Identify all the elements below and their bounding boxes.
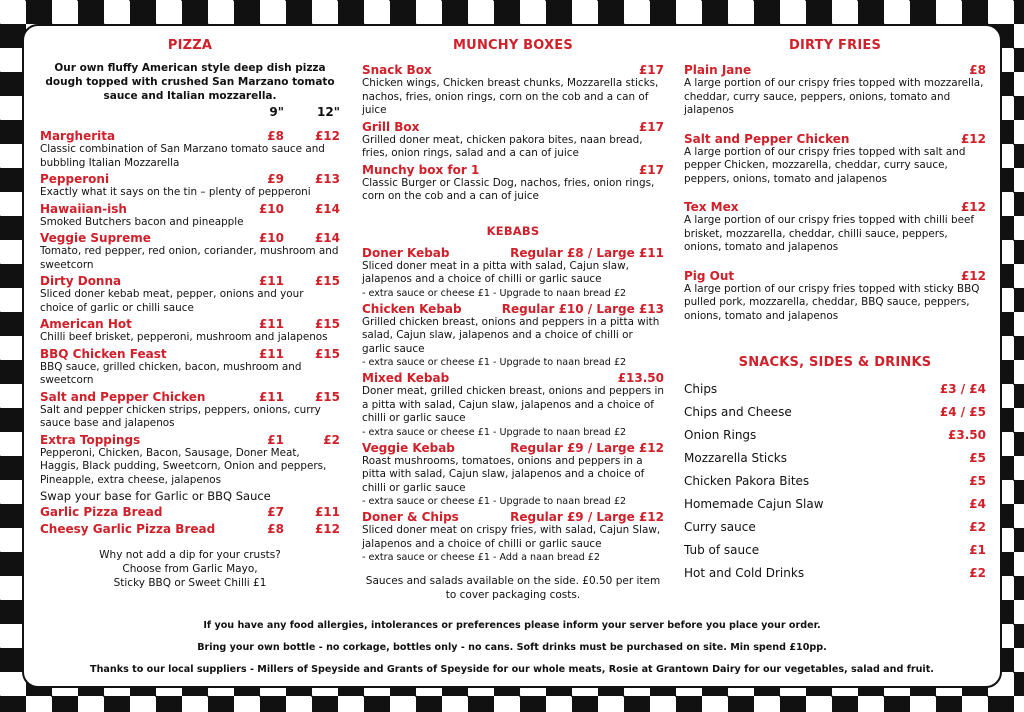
kebab-item-extras: - extra sauce or cheese £1 - Upgrade to naan bread £2 — [362, 287, 627, 299]
byob-note: Bring your own bottle - no corkage, bottles only - no cans. Soft drinks must be purchased on site. Min spend £10pp. — [197, 642, 827, 653]
kebab-item-name: Mixed Kebab — [362, 371, 450, 385]
fries-item-row — [684, 132, 986, 146]
munchy-item-row — [362, 120, 664, 134]
fries-item-name: Salt and Pepper Chicken — [684, 131, 850, 146]
pizza-item — [40, 274, 340, 315]
pizza-price-large: £14 — [314, 201, 340, 216]
pizza-item-prices — [228, 202, 340, 216]
bread-item-row — [40, 522, 340, 536]
kebab-item — [362, 441, 664, 509]
snack-item-row — [684, 474, 986, 488]
pizza-item-name: Hawaiian-ish — [40, 201, 127, 216]
pizza-item-desc: Chilli beef brisket, pepperoni, mushroom and jalapenos — [40, 331, 328, 343]
pizza-item-prices — [228, 317, 340, 331]
kebab-item — [362, 371, 664, 439]
bread-item-row — [40, 505, 340, 519]
kebab-item-name: Veggie Kebab — [362, 440, 455, 455]
pizza-item-desc: Salt and pepper chicken strips, peppers, onions, curry sauce base and jalapenos — [40, 403, 321, 429]
kebab-item-row — [362, 510, 664, 524]
pizza-item-name: Margherita — [40, 129, 116, 143]
pizza-item-prices — [228, 274, 340, 288]
munchy-item-price: £17 — [638, 162, 664, 177]
snacks-title: SNACKS, SIDES & DRINKS — [738, 355, 932, 370]
pizza-item-name: American Hot — [40, 317, 132, 331]
pizza-price-large: £14 — [314, 231, 340, 245]
munchy-item-name: Snack Box — [362, 63, 432, 77]
munchy-item-row — [362, 163, 664, 177]
pizza-price-small: £10 — [258, 201, 284, 216]
munchy-item — [362, 163, 664, 204]
snack-item-name: Chips and Cheese — [684, 405, 792, 419]
pizza-section — [40, 34, 340, 590]
pizza-item — [40, 129, 340, 170]
munchy-item — [362, 63, 664, 118]
munchy-item-name: Munchy box for 1 — [362, 162, 480, 177]
pizza-size-header — [40, 105, 340, 119]
kebab-item-price: £13.50 — [617, 371, 664, 385]
pizza-price-large: £12 — [314, 129, 340, 143]
fries-item-name: Plain Jane — [684, 63, 752, 77]
pizza-item-row — [40, 433, 340, 447]
pizza-item-name: BBQ Chicken Feast — [40, 346, 167, 361]
snack-item-name: Homemade Cajun Slaw — [684, 497, 824, 511]
pizza-price-small: £9 — [267, 172, 284, 186]
pizza-price-large: £15 — [314, 389, 340, 404]
kebab-item-extras: - extra sauce or cheese £1 - Upgrade to naan bread £2 — [362, 496, 627, 507]
fries-item-desc: A large portion of our crispy fries topped with sticky BBQ pulled pork, mozzarella, cheddar, BBQ sauce, peppers, onions, tomato and jalapenos — [684, 282, 980, 322]
snack-item-name: Chicken Pakora Bites — [684, 474, 810, 488]
fries-item-row — [684, 269, 986, 283]
pizza-swap-note: Swap your base for Garlic or BBQ Sauce — [40, 489, 271, 503]
pizza-item — [40, 172, 340, 200]
snack-item-row — [684, 543, 986, 557]
munchy-item-name: Grill Box — [362, 119, 420, 134]
pizza-item-row — [40, 202, 340, 216]
kebab-item-row — [362, 246, 664, 260]
munchy-item-price: £17 — [638, 63, 664, 77]
snack-item-price: £4 — [969, 497, 986, 511]
snack-item-name: Curry sauce — [684, 520, 756, 534]
pizza-item-name: Veggie Supreme — [40, 231, 151, 245]
pizza-item-row — [40, 347, 340, 361]
pizza-price-large: £15 — [314, 274, 340, 288]
snack-item-row — [684, 566, 986, 580]
fries-item-desc: A large portion of our crispy fries topped with mozzarella, cheddar, curry sauce, peppers, onions, tomato and jalapenos — [684, 77, 984, 116]
snack-item-price: £3 / £4 — [939, 382, 986, 396]
menu-panel — [22, 24, 1002, 688]
snack-item-price: £2 — [969, 566, 986, 580]
snack-item-row — [684, 497, 986, 511]
munchy-kebab-section — [362, 34, 664, 602]
pizza-item-prices — [228, 390, 340, 404]
munchy-item-desc: Grilled doner meat, chicken pakora bites, naan bread, fries, onion rings, salad and a can of juice — [362, 133, 643, 159]
snack-item-price: £4 / £5 — [939, 405, 986, 419]
pizza-item-desc: Exactly what it says on the tin – plenty of pepperoni — [40, 186, 311, 198]
pizza-price-large: £13 — [314, 172, 340, 186]
snack-item-price: £1 — [969, 543, 986, 557]
kebab-item-price: Regular £9 / Large £12 — [510, 440, 664, 455]
kebabs-title: KEBABS — [486, 223, 540, 238]
dip-note — [40, 548, 340, 590]
pizza-item-name: Dirty Donna — [40, 274, 122, 288]
pizza-price-large: £15 — [314, 346, 340, 361]
kebab-item-name: Doner Kebab — [362, 245, 450, 260]
bread-price-small: £7 — [267, 505, 284, 519]
pizza-item — [40, 317, 340, 345]
size-large-label: 12" — [317, 105, 340, 119]
kebab-item-price: Regular £8 / Large £11 — [510, 245, 664, 260]
fries-snacks-section — [684, 34, 986, 589]
pizza-intro: Our own fluffy American style deep dish pizza dough topped with crushed San Marzano tomato sauce and Italian mozzarella. — [45, 62, 335, 102]
bread-item-prices — [228, 505, 340, 519]
dip-note-line: Why not add a dip for your crusts? — [99, 549, 281, 561]
snack-item-name: Onion Rings — [684, 428, 757, 442]
pizza-item-row — [40, 231, 340, 245]
bread-price-large: £12 — [314, 522, 340, 536]
pizza-item-desc: Smoked Butchers bacon and pineapple — [40, 215, 244, 228]
kebab-item — [362, 302, 664, 370]
pizza-price-large: £2 — [323, 432, 340, 447]
snack-item-row — [684, 428, 986, 442]
pizza-price-small: £11 — [258, 274, 284, 288]
munchy-item-row — [362, 63, 664, 77]
kebab-item-extras: - extra sauce or cheese £1 - Upgrade to naan bread £2 — [362, 357, 627, 368]
pizza-item-name: Pepperoni — [40, 172, 110, 186]
bread-item-name: Cheesy Garlic Pizza Bread — [40, 522, 216, 536]
fries-item-desc: A large portion of our crispy fries topped with salt and pepper Chicken, mozzarella, cheddar, curry sauce, peppers, onions, tomato and jalapenos — [684, 145, 966, 185]
fries-item-row — [684, 200, 986, 214]
fries-item — [684, 63, 986, 118]
snack-item-price: £5 — [969, 451, 986, 465]
kebab-item-row — [362, 441, 664, 455]
bread-price-large: £11 — [314, 505, 340, 519]
snack-item-name: Hot and Cold Drinks — [684, 566, 805, 580]
pizza-item-prices — [228, 231, 340, 245]
snack-item-price: £2 — [969, 520, 986, 534]
fries-item-price: £12 — [960, 200, 986, 214]
snack-item-row — [684, 405, 986, 419]
fries-item — [684, 269, 986, 324]
pizza-item-row — [40, 274, 340, 288]
fries-item-price: £12 — [960, 131, 986, 146]
snack-item-price: £3.50 — [948, 428, 986, 442]
dip-note-line: Choose from Garlic Mayo, — [122, 563, 258, 575]
fries-item-price: £8 — [969, 63, 986, 77]
kebab-item-row — [362, 371, 664, 385]
pizza-item — [40, 231, 340, 272]
pizza-item-desc: BBQ sauce, grilled chicken, bacon, mushroom and sweetcorn — [40, 360, 302, 386]
pizza-item-desc: Classic combination of San Marzano tomato sauce and bubbling Italian Mozzarella — [40, 143, 325, 169]
pizza-item — [40, 202, 340, 230]
pizza-item-row — [40, 317, 340, 331]
snack-item-row — [684, 382, 986, 396]
pizza-price-small: £11 — [258, 346, 284, 361]
kebab-item-price: Regular £9 / Large £12 — [510, 510, 664, 524]
snack-item-name: Chips — [684, 382, 718, 396]
fries-item-name: Pig Out — [684, 268, 735, 283]
pizza-item — [40, 433, 340, 488]
kebab-item-extras: - extra sauce or cheese £1 - Add a naan bread £2 — [362, 552, 600, 563]
bread-price-small: £8 — [267, 522, 284, 536]
pizza-item-row — [40, 129, 340, 143]
pizza-item-desc: Tomato, red pepper, red onion, coriander, mushroom and sweetcorn — [40, 245, 339, 271]
kebab-item-desc: Sliced doner meat in a pitta with salad, Cajun slaw, jalapenos and a choice of chilli or garlic sauce — [362, 259, 629, 285]
pizza-item-row — [40, 390, 340, 404]
bread-item-prices — [228, 522, 340, 536]
pizza-item-desc: Sliced doner kebab meat, pepper, onions and your choice of garlic or chilli sauce — [40, 288, 304, 314]
munchy-item-price: £17 — [638, 119, 664, 134]
pizza-item-prices — [228, 433, 340, 447]
sauces-note: Sauces and salads available on the side. £0.50 per item to cover packaging costs. — [365, 575, 661, 601]
fries-item-price: £12 — [960, 268, 986, 283]
pizza-price-small: £10 — [258, 231, 284, 245]
pizza-item-name: Extra Toppings — [40, 432, 141, 447]
munchy-item-desc: Chicken wings, Chicken breast chunks, Mozzarella sticks, nachos, fries, onion rings, corn on the cob and a can of juice — [362, 77, 659, 116]
dip-note-line: Sticky BBQ or Sweet Chilli £1 — [113, 577, 267, 589]
fries-title: DIRTY FRIES — [788, 38, 882, 53]
fries-item-desc: A large portion of our crispy fries topped with chilli beef brisket, mozzarella, cheddar, chilli sauce, peppers, onions, tomato and jalapenos — [684, 214, 975, 253]
pizza-title: PIZZA — [167, 38, 213, 53]
kebab-item-desc: Grilled chicken breast, onions and peppers in a pitta with salad, Cajun slaw, jalapenos and a choice of chilli or garlic sauce — [362, 315, 660, 355]
kebab-item-row — [362, 302, 664, 316]
munchy-item-desc: Classic Burger or Classic Dog, nachos, fries, onion rings, corn on the cob and a can of juice — [362, 176, 655, 202]
pizza-item-name: Salt and Pepper Chicken — [40, 389, 206, 404]
pizza-price-small: £8 — [267, 129, 284, 143]
fries-item-name: Tex Mex — [684, 200, 739, 214]
pizza-item — [40, 390, 340, 431]
pizza-item-desc: Pepperoni, Chicken, Bacon, Sausage, Doner Meat, Haggis, Black pudding, Sweetcorn, Onion and peppers, Pineapple, extra cheese, jalapenos — [40, 446, 327, 486]
kebab-item-extras: - extra sauce or cheese £1 - Upgrade to naan bread £2 — [362, 426, 627, 438]
kebab-item-desc: Doner meat, grilled chicken breast, onions and peppers in a pitta with salad, Cajun slaw, jalapenos and a choice of chilli or garlic sauce — [362, 385, 664, 424]
fries-item — [684, 132, 986, 187]
snack-item-name: Tub of sauce — [684, 543, 760, 557]
bread-item-name: Garlic Pizza Bread — [40, 505, 163, 519]
pizza-price-small: £11 — [258, 317, 284, 331]
snack-item-row — [684, 520, 986, 534]
pizza-price-small: £1 — [267, 432, 284, 447]
pizza-price-small: £11 — [258, 389, 284, 404]
suppliers-note: Thanks to our local suppliers - Millers of Speyside and Grants of Speyside for our whole meats, Rosie at Grantown Dairy for our vegetables, salad and fruit. — [90, 664, 934, 675]
snack-item-price: £5 — [969, 474, 986, 488]
kebab-item — [362, 246, 664, 300]
pizza-item — [40, 347, 340, 388]
kebab-item-name: Chicken Kebab — [362, 301, 462, 316]
kebab-item-desc: Roast mushrooms, tomatoes, onions and peppers in a pitta with salad, Cajun slaw, jalapenos and a choice of chilli or garlic sauce — [362, 454, 645, 494]
pizza-item-prices — [228, 347, 340, 361]
snack-item-name: Mozzarella Sticks — [684, 451, 787, 465]
size-small-label: 9" — [269, 105, 284, 119]
kebab-item-price: Regular £10 / Large £13 — [501, 301, 664, 316]
pizza-item-row — [40, 172, 340, 186]
kebab-item-name: Doner & Chips — [362, 510, 459, 524]
kebab-item-desc: Sliced doner meat on crispy fries, with salad, Cajun Slaw, jalapenos and a choice of chilli or garlic sauce — [362, 524, 661, 550]
kebab-item — [362, 510, 664, 564]
pizza-item-prices — [228, 129, 340, 143]
pizza-item-prices — [228, 172, 340, 186]
munchy-item — [362, 120, 664, 161]
fries-item-row — [684, 63, 986, 77]
allergy-note: If you have any food allergies, intolerances or preferences please inform your server before you place your order. — [203, 620, 821, 631]
fries-item — [684, 200, 986, 255]
pizza-price-large: £15 — [314, 317, 340, 331]
munchy-title: MUNCHY BOXES — [453, 38, 573, 53]
snack-item-row — [684, 451, 986, 465]
